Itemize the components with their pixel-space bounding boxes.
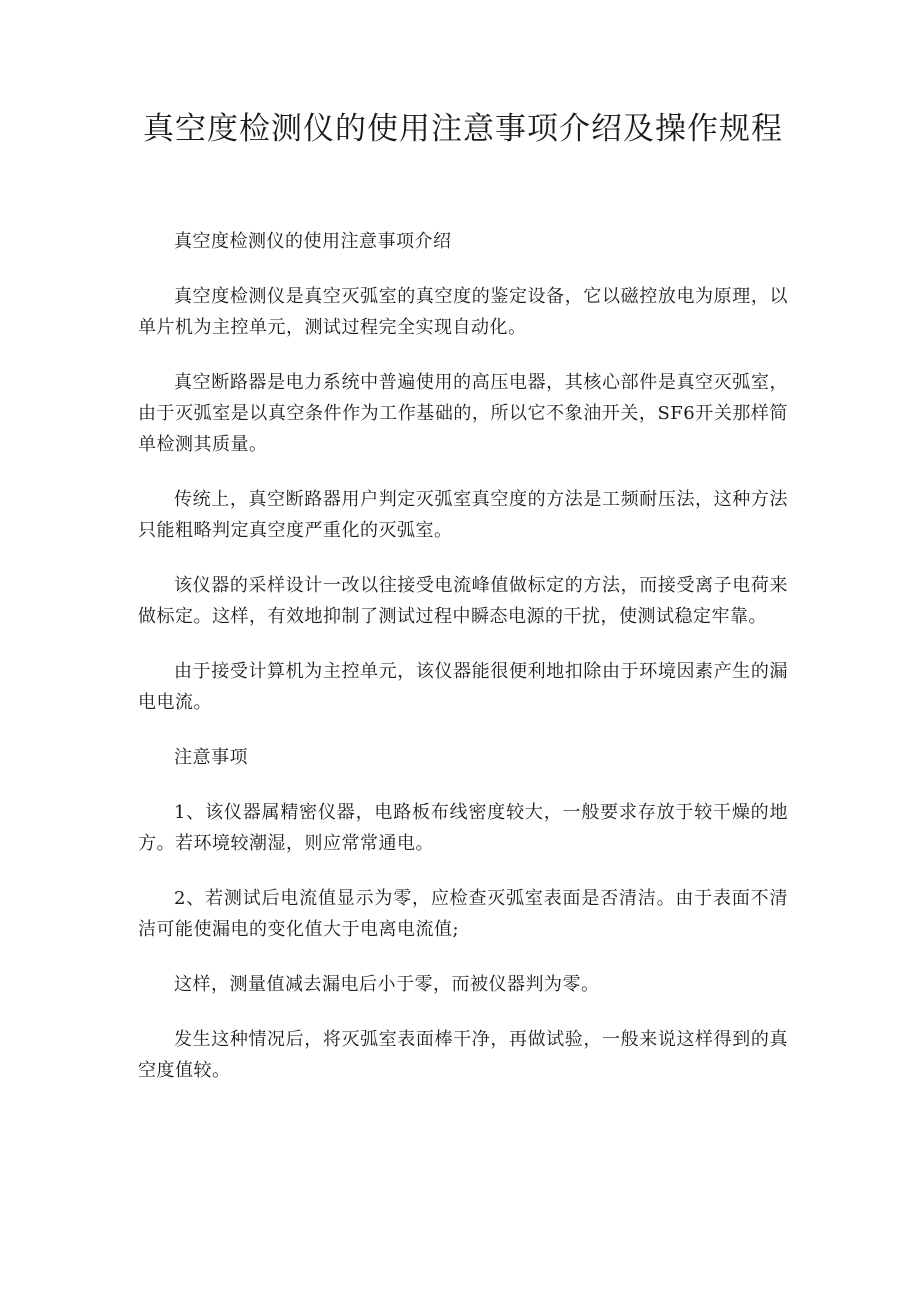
section-heading-notes: 注意事项 <box>174 747 248 768</box>
list-item: 1、该仪器属精密仪器，电路板布线密度较大，一般要求存放于较干燥的地方。若环境较潮湿，则应常常通电。 <box>138 802 788 854</box>
paragraph: 发生这种情况后，将灭弧室表面棒干净，再做试验，一般来说这样得到的真空度值较。 <box>138 1029 788 1081</box>
section-heading-intro: 真空度检测仪的使用注意事项介绍 <box>174 231 452 252</box>
document-title: 真空度检测仪的使用注意事项介绍及操作规程 <box>143 111 783 147</box>
document-body <box>138 226 788 1110</box>
paragraph: 该仪器的采样设计一改以往接受电流峰值做标定的方法，而接受离子电荷来做标定。这样，有效地抑制了测试过程中瞬态电源的干扰，使测试稳定牢靠。 <box>138 575 788 627</box>
paragraph: 这样，测量值减去漏电后小于零，而被仪器判为零。 <box>174 974 600 995</box>
paragraph: 由于接受计算机为主控单元，该仪器能很便利地扣除由于环境因素产生的漏电电流。 <box>138 661 788 713</box>
paragraph: 真空断路器是电力系统中普遍使用的高压电器，其核心部件是真空灭弧室，由于灭弧室是以真空条件作为工作基础的，所以它不象油开关，SF6开关那样简单检测其质量。 <box>138 372 788 455</box>
paragraph: 真空度检测仪是真空灭弧室的真空度的鉴定设备，它以磁控放电为原理，以单片机为主控单元，测试过程完全实现自动化。 <box>138 286 788 338</box>
list-item: 2、若测试后电流值显示为零，应检查灭弧室表面是否清洁。由于表面不清洁可能使漏电的变化值大于电离电流值; <box>138 888 788 940</box>
paragraph: 传统上，真空断路器用户判定灭弧室真空度的方法是工频耐压法，这种方法只能粗略判定真空度严重化的灭弧室。 <box>138 489 788 541</box>
